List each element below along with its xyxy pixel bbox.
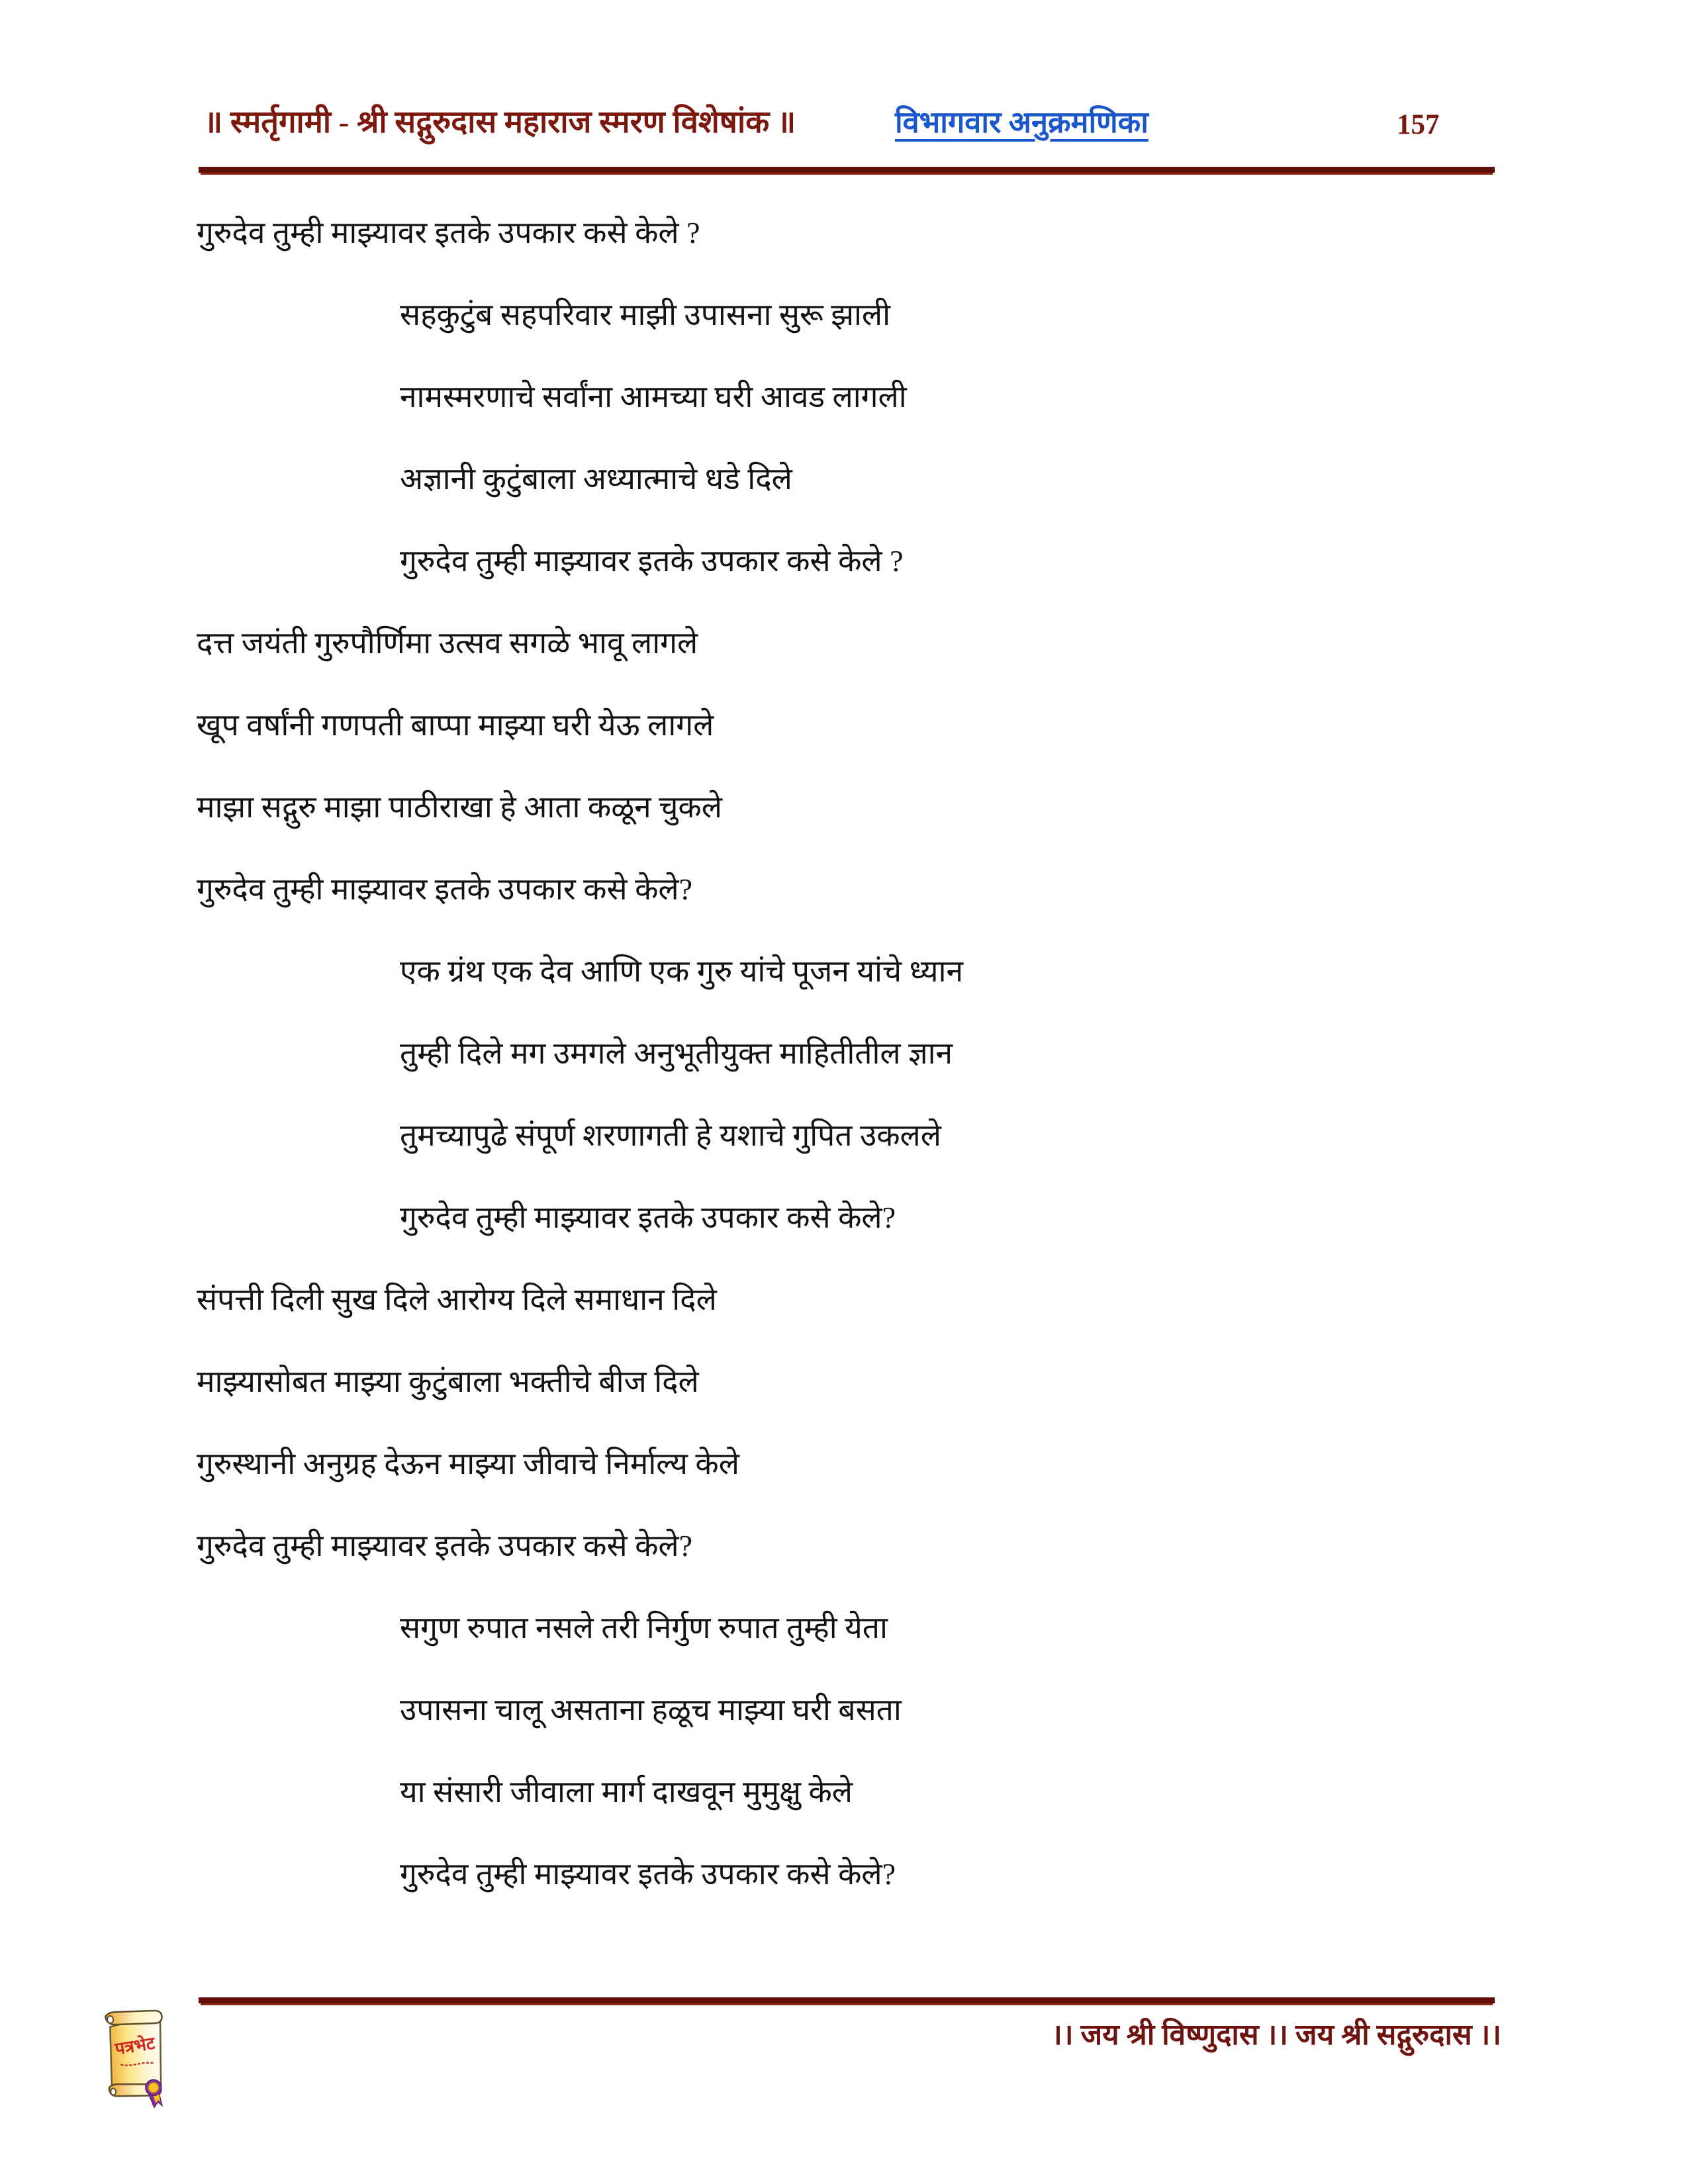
poem-line: तुम्ही दिले मग उमगले अनुभूतीयुक्त माहितीतील ज्ञान <box>400 1036 953 1070</box>
poem-line: सहकुटुंब सहपरिवार माझी उपासना सुरू झाली <box>400 298 891 332</box>
poem-line: दत्त जयंती गुरुपौर्णिमा उत्सव सगळे भावू लागले <box>197 626 698 660</box>
page-number: 157 <box>1397 109 1440 140</box>
footer-salutation: ।। जय श्री विष्णुदास ।। जय श्री सद्गुरुदास ।। <box>1051 2019 1501 2051</box>
poem-line: गुरुदेव तुम्ही माझ्यावर इतके उपकार कसे केले? <box>197 1529 693 1563</box>
poem-line: गुरुदेव तुम्ही माझ्यावर इतके उपकार कसे केले? <box>400 1201 896 1234</box>
poem-line: संपत्ती दिली सुख दिले आरोग्य दिले समाधान दिले <box>197 1283 717 1316</box>
poem-line: या संसारी जीवाला मार्ग दाखवून मुमुक्षु केले <box>400 1775 853 1809</box>
poem-line: उपासना चालू असताना हळूच माझ्या घरी बसता <box>400 1693 902 1727</box>
poem-line: माझ्यासोबत माझ्या कुटुंबाला भक्तीचे बीज दिले <box>197 1365 699 1398</box>
poem-line: गुरुदेव तुम्ही माझ्यावर इतके उपकार कसे केले? <box>197 872 693 906</box>
poem-line: गुरुस्थानी अनुग्रह देऊन माझ्या जीवाचे निर्माल्य केले <box>197 1447 739 1480</box>
header-divider <box>199 167 1495 173</box>
index-link[interactable]: विभागवार अनुक्रमणिका <box>895 106 1149 139</box>
patrabhet-logo <box>98 2008 176 2114</box>
poem <box>197 191 1521 1914</box>
logo-label-text: पत्रभेट <box>113 2033 156 2059</box>
poem-line: गुरुदेव तुम्ही माझ्यावर इतके उपकार कसे केले? <box>400 1857 896 1891</box>
scroll-icon <box>98 2008 176 2114</box>
poem-line: खूप वर्षांनी गणपती बाप्पा माझ्या घरी येऊ लागले <box>197 708 714 742</box>
poem-line: तुमच्यापुढे संपूर्ण शरणागती हे यशाचे गुपित उकलले <box>400 1118 941 1152</box>
poem-line: एक ग्रंथ एक देव आणि एक गुरु यांचे पूजन यांचे ध्यान <box>400 954 964 988</box>
poem-line: माझा सद्गुरु माझा पाठीराखा हे आता कळून चुकले <box>197 790 722 824</box>
poem-line: अज्ञानी कुटुंबाला अध्यात्माचे धडे दिले <box>400 462 792 496</box>
poem-line: नामस्मरणाचे सर्वांना आमच्या घरी आवड लागली <box>400 380 907 414</box>
footer-divider <box>199 1997 1495 2003</box>
page-header-title: ॥ स्मर्तृगामी - श्री सद्गुरुदास महाराज स्मरण विशेषांक ॥ <box>204 105 796 140</box>
poem-line: गुरुदेव तुम्ही माझ्यावर इतके उपकार कसे केले ? <box>197 216 700 250</box>
poem-line: गुरुदेव तुम्ही माझ्यावर इतके उपकार कसे केले ? <box>400 544 904 578</box>
poem-line: सगुण रुपात नसले तरी निर्गुण रुपात तुम्ही येता <box>400 1611 888 1645</box>
